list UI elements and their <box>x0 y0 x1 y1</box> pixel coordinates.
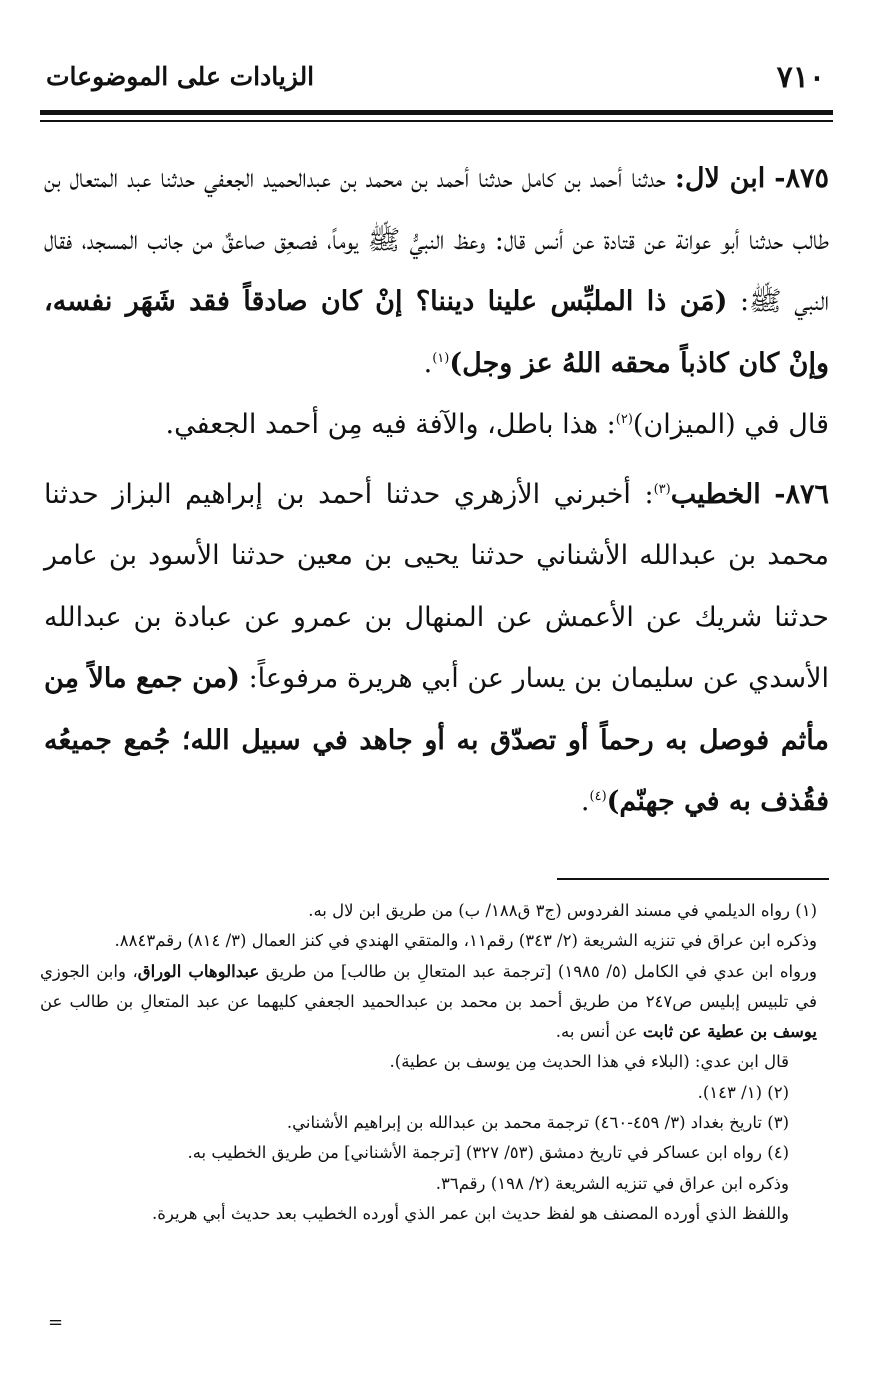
footnote-text: عن أنس به. <box>555 1022 638 1042</box>
hadith-text: (مَن ذا الملبِّس علينا ديننا؟ إنْ كان صادقاً فقد شَهَر نفسه، وإنْ كان كاذباً محقه اللهُ عز وجل) <box>44 286 829 379</box>
entry-isnad: حدثنا أحمد بن كامل حدثنا أحمد بن محمد بن عبدالحميد الجعفي حدثنا عبد المتعال بن طالب حدثنا أبو عوانة عن قتادة عن أنس قال: وعظ النبيُّ ﷺ يوماً، فصعِق صاعقٌ من جانب المسجد، فقال النبي ﷺ: <box>44 163 829 317</box>
footnote-1: (١) رواه الديلمي في مسند الفردوس (ج٣ ق١٨٨/ ب) من طريق ابن لال به. <box>308 901 817 920</box>
entry-875-comment <box>44 394 829 456</box>
footnote-4-cont: وذكره ابن عراق في تنزيه الشريعة (٢/ ١٩٨) رقم٣٦. <box>435 1173 789 1193</box>
entry-number: ٨٧٥- <box>774 163 829 194</box>
running-title: الزيادات على الموضوعات <box>46 62 315 91</box>
footnote-1-quote: قال ابن عدي: (البلاء في هذا الحديث مِن يوسف بن عطية). <box>389 1052 789 1072</box>
entry-source: ابن لال: <box>674 163 766 194</box>
footnote-ref[interactable]: (٣) <box>653 481 671 497</box>
footnote-ref[interactable]: (١) <box>432 350 450 366</box>
header-rule-thick <box>40 110 833 115</box>
continuation-mark: = <box>48 1312 64 1333</box>
entry-875 <box>44 148 829 394</box>
entry-isnad: : أخبرني الأزهري حدثنا أحمد بن إبراهيم البزاز حدثنا محمد بن عبدالله الأشناني حدثنا يحيى بن معين حدثنا الأسود بن عامر حدثنا شريك عن الأعمش عن المنهال بن عمرو عن عبادة بن عبدالله الأسدي عن سليمان بن يسار عن أبي هريرة مرفوعاً: <box>44 478 829 694</box>
comment-text: : هذا باطل، والآفة فيه مِن أحمد الجعفي. <box>165 409 616 440</box>
header-rule-thin <box>40 120 833 122</box>
footnote-bold-name: يوسف بن عطية عن ثابت <box>642 1022 817 1042</box>
footnote-text: ، وابن الجوزي في تلبيس إبليس ص٢٤٧ من طريق أحمد بن محمد بن عبدالحميد الجعفي كليهما عن عبد المتعالِ بن طالب عن <box>40 961 817 1011</box>
page-number: ٧١٠ <box>776 60 825 95</box>
footnotes <box>40 896 817 1229</box>
footnote-1-cont: وذكره ابن عراق في تنزيه الشريعة (٢/ ٣٤٣) رقم١١، والمتقي الهندي في كنز العمال (٣/ ٨١٤) رقم٨٨٤٣. <box>114 931 817 951</box>
entry-876 <box>44 464 829 833</box>
comment-lead: قال في (الميزان) <box>632 409 829 440</box>
entry-source: الخطيب <box>670 478 761 510</box>
footnote-4: (٤) رواه ابن عساكر في تاريخ دمشق (٥٣/ ٣٢٧) [ترجمة الأشناني] من طريق الخطيب به. <box>187 1143 789 1163</box>
footnote-bold-name: عبدالوهاب الوراق <box>137 961 260 981</box>
footnote-ref[interactable]: (٤) <box>589 789 607 804</box>
entry-number: ٨٧٦- <box>774 478 829 510</box>
footnote-3: (٣) تاريخ بغداد (٣/ ٤٥٩-٤٦٠) ترجمة محمد بن عبدالله بن إبراهيم الأشناني. <box>286 1113 789 1133</box>
main-text <box>44 148 829 833</box>
footnote-ref[interactable]: (٢) <box>615 412 633 427</box>
page-header <box>40 58 833 98</box>
sentence-end: . <box>423 347 433 379</box>
footnote-text: ورواه ابن عدي في الكامل (٥/ ١٩٨٥) [ترجمة عبد المتعالِ بن طالب] من طريق <box>265 961 817 981</box>
footnote-separator <box>557 878 829 880</box>
hadith-text: (من جمع مالاً مِن مأثم فوصل به رحماً أو تصدّق به أو جاهد في سبيل الله؛ جُمع جميعُه فقُذف به في جهنّم) <box>44 663 829 817</box>
footnote-4-cont: واللفظ الذي أورده المصنف هو لفظ حديث ابن عمر الذي أورده الخطيب بعد حديث أبي هريرة. <box>152 1203 789 1223</box>
footnote-2: (٢) (١/ ١٤٣). <box>697 1082 789 1102</box>
sentence-end: . <box>580 786 590 817</box>
footnote-1-cont <box>40 957 817 1048</box>
